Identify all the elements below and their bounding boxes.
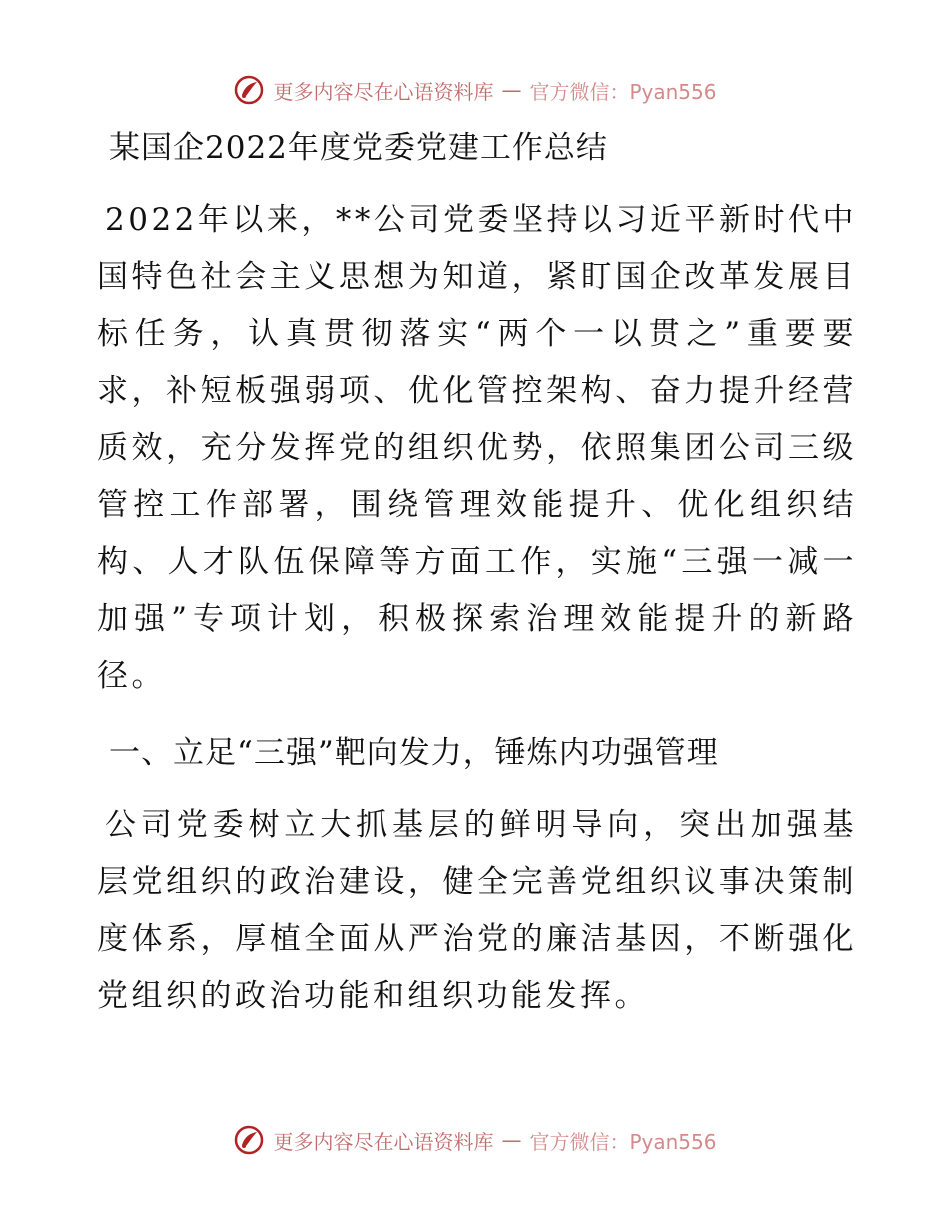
section-1-heading: 一、立足“三强”靶向发力，锤炼内功强管理 [109, 735, 719, 771]
watermark-brand-text: 更多内容尽在心语资料库 [273, 1129, 494, 1154]
brand-logo-icon [233, 1124, 265, 1156]
brand-logo-icon [233, 74, 265, 106]
watermark-footer [0, 1124, 950, 1156]
intro-paragraph: 2022年以来，**公司党委坚持以习近平新时代中国特色社会主义思想为知道，紧盯国企改革发展目标任务，认真贯彻落实“两个一以贯之”重要要求，补短板强弱项、优化管控架构、奋力提升经营质效，充分发挥党的组织优势，依照集团公司三级管控工作部署，围绕管理效能提升、优化组织结构、人才队伍保障等方面工作，实施“三强一减一加强”专项计划，积极探索治理效能提升的新路径。 [97, 202, 857, 694]
watermark-header [0, 74, 950, 106]
watermark-brand-text: 更多内容尽在心语资料库 [273, 79, 494, 104]
watermark-wechat-text: 官方微信：Pyan556 [529, 79, 717, 104]
watermark-dash: — [501, 1128, 522, 1152]
document-title: 某国企2022年度党委党建工作总结 [109, 130, 608, 166]
section-1-paragraph: 公司党委树立大抓基层的鲜明导向，突出加强基层党组织的政治建设，健全完善党组织议事决策制度体系，厚植全面从严治党的廉洁基因，不断强化党组织的政治功能和组织功能发挥。 [97, 807, 857, 1014]
watermark-dash: — [501, 78, 522, 102]
watermark-wechat-text: 官方微信：Pyan556 [529, 1129, 717, 1154]
document-body [97, 120, 857, 1025]
